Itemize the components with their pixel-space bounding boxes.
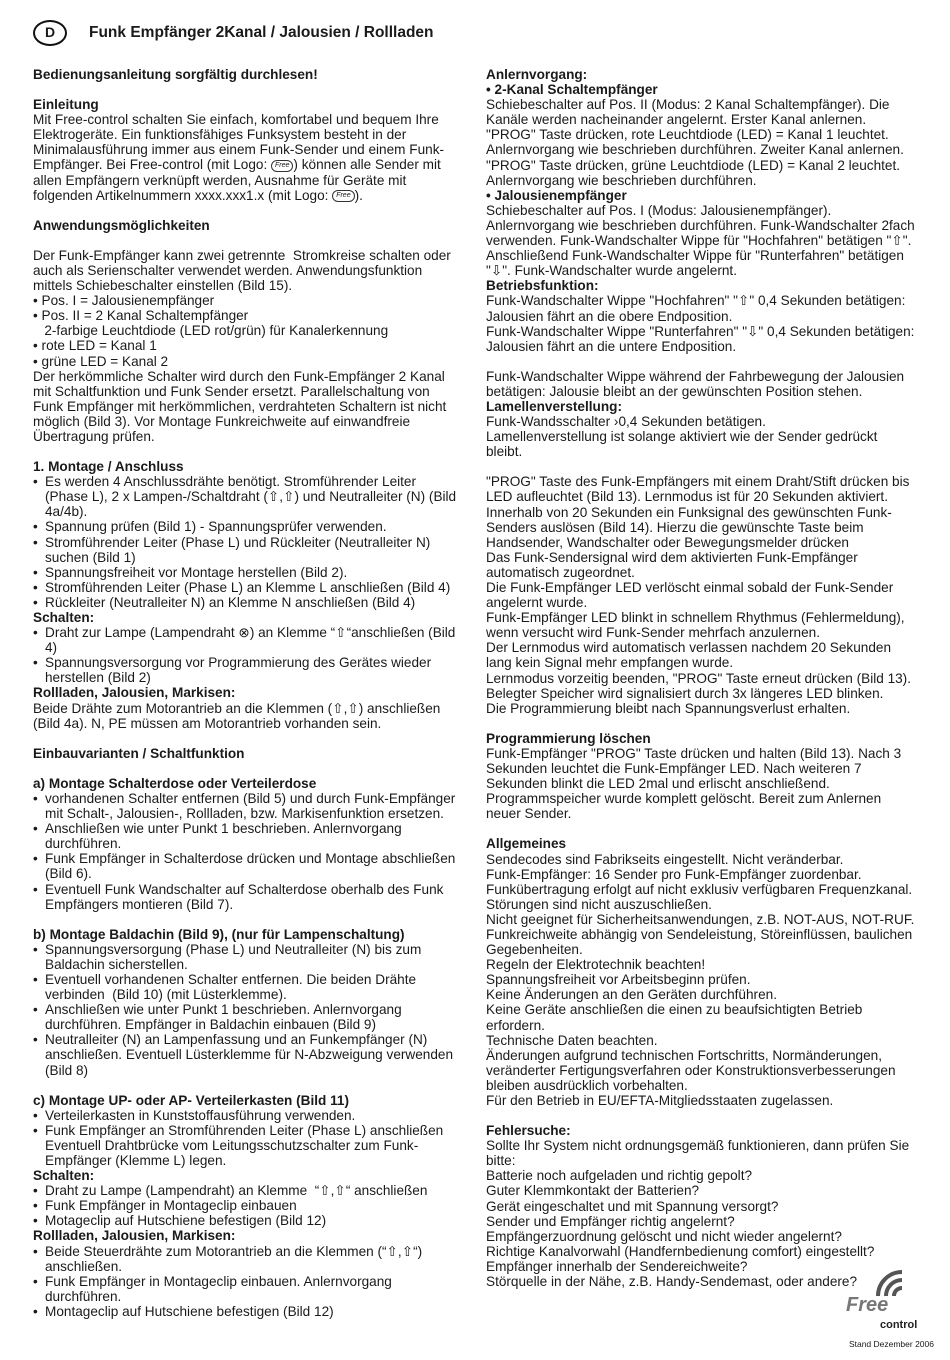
bullet-icon: •	[33, 534, 38, 550]
paragraph: "PROG" Taste des Funk-Empfängers mit einem Draht/Stift drücken bis LED aufleuchtet (Bild 13). Lernmodus ist für 20 Sekunden aktiviert. Innerhalb von 20 Sekunden ein Funksignal des gewünschten Funk-Senders auslösen (Bild 14). Hierzu die gewünschte Taste beim Handsender, Wandschalter oder Bewegungsmelder drücken Das Funk-Sendersignal wird dem aktivierten Funk-Empfänger automatisch zugeordnet. Die Funk-Empfänger LED verlöscht einmal sobald der Funk-Sender angelernt wurde. Funk-Empfänger LED blinkt in schnellem Rhythmus (Fehlermeldung), wenn versucht wird Funk-Sender mehrfach anzulernen. Der Lernmodus wird automatisch verlassen nachdem 20 Sekunden lang kein Signal mehr empfangen wurde. Lernmodus vorzeitig beenden, "PROG" Taste erneut drücken (Bild 13). Belegter Speicher wird signalisiert durch 3x längeres LED blinken. Die Programmierung bleibt nach Spannungsverlust erhalten.	[486, 474, 911, 716]
intro-paragraph	[33, 112, 461, 203]
bullet-icon: •	[33, 1032, 38, 1048]
list-item	[33, 972, 461, 1002]
list-item-text: Spannungsversorgung vor Programmierung des Gerätes wieder herstellen (Bild 2)	[45, 655, 435, 686]
subheading: Rollladen, Jalousien, Markisen:	[33, 685, 236, 701]
bullet-icon: •	[33, 579, 38, 595]
document-date: Stand Dezember 2006	[848, 1338, 934, 1349]
intro-text: ) können alle Sender mit allen Empfängern verknüpft werden, Ausnahme für Geräte mit folgenden Artikelnummern xxxx.xxx1.x (mit Logo:	[33, 157, 445, 203]
list-item-text: Eventuell Funk Wandschalter auf Schalterdose oberhalb des Funk Empfängers montieren (Bild 7).	[45, 881, 448, 912]
list-item-text: vorhandenen Schalter entfernen (Bild 5) und durch Funk-Empfänger mit Schalt-, Jalousien-, Rollladen, bzw. Markisenfunktion ersetzen.	[45, 790, 460, 822]
list-item-text: Eventuell vorhandenen Schalter entfernen. Die beiden Drähte verbinden (Bild 10) (mit Lüsterklemme).	[45, 971, 420, 1003]
bullet-icon: •	[33, 1183, 38, 1199]
list	[33, 293, 461, 368]
list-item	[33, 1032, 461, 1077]
section-heading: Allgemeines	[486, 836, 567, 852]
bullet-icon: •	[33, 971, 38, 987]
intro-text: Mit Free-control schalten Sie einfach, komfortabel und bequem Ihre Elektrogeräte. Ein funktionsfähiges Funksystem besteht in der Minimalausführung immer aus einem Funk-Sender und einem Funk-Empfänger. Bei Free-control (mit Logo:	[33, 112, 445, 173]
bullet-icon: •	[33, 1122, 38, 1138]
list	[33, 942, 461, 1078]
bullet-icon: •	[33, 564, 38, 580]
subheading: Schalten:	[33, 610, 95, 625]
language-badge: D	[33, 20, 67, 46]
list-item: • Pos. II = 2 Kanal Schaltempfänger	[33, 308, 249, 324]
list-item	[33, 1108, 461, 1123]
list-item	[33, 791, 461, 821]
page-title: Funk Empfänger 2Kanal / Jalousien / Rollladen	[89, 24, 434, 42]
list-item	[33, 1304, 461, 1319]
list-item-text: Montageclip auf Hutschiene befestigen (Bild 12)	[45, 1303, 334, 1319]
subheading: b) Montage Baldachin (Bild 9), (nur für Lampenschaltung)	[33, 926, 405, 942]
paragraph: Funk-Wandsschalter ›0,4 Sekunden betätigen. Lamellenverstellung ist solange aktiviert wie der Sender gedrückt bleibt.	[486, 414, 878, 460]
list-item	[33, 625, 461, 655]
bullet-icon: •	[33, 790, 38, 806]
bullet-icon: •	[33, 594, 38, 610]
list-item	[33, 474, 461, 519]
list-item	[33, 535, 461, 565]
list-item-text: Draht zur Lampe (Lampendraht ⊗) an Klemme “⇧“anschließen (Bild 4)	[45, 625, 460, 656]
page-header	[33, 20, 434, 46]
list-item	[33, 1274, 461, 1304]
subheading: Betriebsfunktion:	[486, 278, 599, 294]
subheading: • 2-Kanal Schaltempfänger	[486, 82, 658, 98]
free-control-logo	[844, 1266, 924, 1336]
paragraph: Sollte Ihr System nicht ordnungsgemäß funktionieren, dann prüfen Sie bitte: Batterie noch aufgeladen und richtig gepolt? Guter Klemmkontakt der Batterien? Gerät eingeschaltet und mit Spannung versorgt? Sender und Empfänger richtig angelernt? Empfängerzuordnung gelöscht und nicht wieder angelernt? Richtige Kanalvorwahl (Handfernbedienung comfort) eingestellt? Empfänger innerhalb der Sendereichweite? Störquelle in der Nähe, z.B. Handy-Sendemast, oder andere?	[486, 1138, 910, 1290]
list-item-text: Anschließen wie unter Punkt 1 beschrieben. Anlernvorgang durchführen.	[45, 821, 406, 852]
list-item-text: Neutralleiter (N) an Lampenfassung und an Funkempfänger (N) anschließen. Eventuell Lüsterklemme für N-Abzweigung verwenden (Bild 8)	[45, 1032, 457, 1078]
list-item-text: Rückleiter (Neutralleiter N) an Klemme N anschließen (Bild 4)	[45, 594, 416, 610]
list	[33, 625, 461, 685]
brand-word: Free	[846, 1294, 889, 1316]
list-item	[33, 851, 461, 881]
paragraph: Funk-Wandschalter Wippe während der Fahrbewegung der Jalousien betätigen: Jalousie bleibt an der gewünschten Position stehen.	[486, 368, 908, 399]
list	[33, 791, 461, 912]
section-heading: 1. Montage / Anschluss	[33, 459, 184, 475]
paragraph: Funk-Wandschalter Wippe "Hochfahren" "⇧" 0,4 Sekunden betätigen: Jalousien fährt an die obere Endposition. Funk-Wandschalter Wippe "Runterfahren" "⇩" 0,4 Sekunden betätigen: Jalousien fährt an die untere Endposition.	[486, 293, 915, 354]
subheading: a) Montage Schalterdose oder Verteilerdose	[33, 775, 317, 791]
bullet-icon: •	[33, 625, 38, 641]
bullet-icon: •	[33, 1002, 38, 1018]
bullet-icon: •	[33, 1273, 38, 1289]
bullet-icon: •	[33, 881, 38, 897]
paragraph: Funk-Empfänger "PROG" Taste drücken und halten (Bild 13). Nach 3 Sekunden leuchtet die Funk-Empfänger LED. Nach weiteren 7 Sekunden blinkt die LED 2mal und erlischt anschließend. Programmspeicher wurde komplett gelöscht. Bereit zum Anlernen neuer Sender.	[486, 745, 905, 822]
subheading: Rollladen, Jalousien, Markisen:	[33, 1228, 236, 1244]
list-item-text: Draht zu Lampe (Lampendraht) an Klemme “⇧,⇧“ anschließen	[45, 1183, 428, 1199]
paragraph: Beide Drähte zum Motorantrieb an die Klemmen (⇧,⇧) anschließen (Bild 4a). N, PE müssen am Motorantrieb vorhanden sein.	[33, 700, 445, 731]
section-heading: Fehlersuche:	[486, 1123, 571, 1139]
bullet-icon: •	[33, 655, 38, 671]
right-column	[486, 67, 919, 1290]
list-item: • Pos. I = Jalousienempfänger	[33, 293, 215, 309]
paragraph: Sendecodes sind Fabrikseits eingestellt. Nicht veränderbar. Funk-Empfänger: 16 Sender pro Funk-Empfänger zuordenbar. Funkübertragung erfolgt auf nicht exklusiv verfügbaren Frequenzkanal. Störungen sind nicht auszuschließen. Nicht geeignet für Sicherheitsanwendungen, z.B. NOT-AUS, NOT-RUF. Funkreichweite abhängig von Sendeleistung, Störeinflüssen, baulichen Gegebenheiten. Regeln der Elektrotechnik beachten! Spannungsfreiheit vor Arbeitsbeginn prüfen. Keine Änderungen an den Geräten durchführen. Keine Geräte anschließen die einen zu beaufsichtigten Betrieb erfordern. Technische Daten beachten. Änderungen aufgrund technischen Fortschritts, Normänderungen, veränderter Fertigungsverfahren oder Konstruktionsverbesserungen bleiben ausdrücklich vorbehalten. Für den Betrieb in EU/EFTA-Mitgliedsstaaten zugelassen.	[486, 851, 915, 1108]
bullet-icon: •	[33, 941, 38, 957]
list-item-text: Es werden 4 Anschlussdrähte benötigt. Stromführender Leiter (Phase L), 2 x Lampen-/Schaltdraht (⇧,⇧) und Neutralleiter (N) (Bild 4a/4b).	[45, 474, 460, 520]
list	[33, 1183, 461, 1228]
list-item-text: Funk Empfänger in Montageclip einbauen	[45, 1198, 297, 1214]
list	[33, 474, 461, 610]
list-item	[33, 595, 461, 610]
free-control-logo-icon: Free	[332, 190, 354, 202]
list-item	[33, 942, 461, 972]
list-item-text: Funk Empfänger in Schalterdose drücken und Montage abschließen (Bild 6).	[45, 851, 460, 882]
subheading: c) Montage UP- oder AP- Verteilerkasten (Bild 11)	[33, 1092, 350, 1108]
section-heading: Anwendungsmöglichkeiten	[33, 217, 210, 233]
list-item	[33, 1244, 461, 1274]
section-heading: Anlernvorgang:	[486, 67, 588, 82]
list-item	[33, 1198, 461, 1213]
bullet-icon: •	[33, 474, 38, 490]
list-item	[33, 1002, 461, 1032]
list-item-text: Spannung prüfen (Bild 1) - Spannungsprüfer verwenden.	[45, 519, 387, 535]
brand-sub: control	[880, 1319, 918, 1331]
bullet-icon: •	[33, 821, 38, 837]
subheading: Lamellenverstellung:	[486, 398, 622, 414]
free-logo-icon: Free	[271, 160, 293, 172]
list-item	[33, 1123, 461, 1168]
list-item	[33, 519, 461, 534]
list-item-text: Spannungsfreiheit vor Montage herstellen (Bild 2).	[45, 564, 348, 580]
bullet-icon: •	[33, 851, 38, 867]
bullet-icon: •	[33, 1198, 38, 1214]
list-item-text: Funk Empfänger an Stromführenden Leiter (Phase L) anschließen Eventuell Drahtbrücke vom Leitungsschutzschalter zum Funk-Empfänger (Klemme L) legen.	[45, 1122, 447, 1168]
intro-text: ).	[354, 187, 363, 203]
list-item: • rote LED = Kanal 1	[33, 338, 157, 354]
subheading: Schalten:	[33, 1168, 95, 1184]
list	[33, 1244, 461, 1319]
list-item	[33, 821, 461, 851]
bullet-icon: •	[33, 1107, 38, 1123]
list-item-text: Beide Steuerdrähte zum Motorantrieb an die Klemmen (“⇧,⇧“) anschließen.	[45, 1243, 426, 1274]
lead-text: Bedienungsanleitung sorgfältig durchlesen!	[33, 67, 318, 82]
list-item-text: Stromführenden Leiter (Phase L) an Klemme L anschließen (Bild 4)	[45, 579, 451, 595]
paragraph: Schiebeschalter auf Pos. I (Modus: Jalousienempfänger). Anlernvorgang wie beschrieben durchführen. Funk-Wandschalter 2fach verwenden. Funk-Wandschalter Wippe für "Hochfahren" betätigen "⇧". Anschließend Funk-Wandschalter Wippe für "Runterfahren" betätigen "⇩". Funk-Wandschalter wurde angelernt.	[486, 202, 919, 279]
list-item-text: Stromführender Leiter (Phase L) und Rückleiter (Neutralleiter N) suchen (Bild 1)	[45, 534, 435, 565]
section-heading: Programmierung löschen	[486, 730, 651, 746]
bullet-icon: •	[33, 1213, 38, 1229]
list-item: 2-farbige Leuchtdiode (LED rot/grün) für Kanalerkennung	[33, 323, 389, 339]
paragraph: Schiebeschalter auf Pos. II (Modus: 2 Kanal Schaltempfänger). Die Kanäle werden nacheinander angelernt. Erster Kanal anlernen. "PROG" Taste drücken, rote Leuchtdiode (LED) = Kanal 1 leuchtet. Anlernvorgang wie beschrieben durchführen. Zweiter Kanal anlernen. "PROG" Taste drücken, grüne Leuchtdiode (LED) = Kanal 2 leuchtet. Anlernvorgang wie beschrieben durchführen.	[486, 97, 908, 188]
list-item	[33, 580, 461, 595]
section-heading: Einbauvarianten / Schaltfunktion	[33, 745, 245, 761]
paragraph: Der Funk-Empfänger kann zwei getrennte Stromkreise schalten oder auch als Serienschalter verwendet werden. Anwendungsfunktion mittels Schiebeschalter einstellen (Bild 15).	[33, 247, 455, 294]
list-item-text: Motageclip auf Hutschiene befestigen (Bild 12)	[45, 1213, 327, 1229]
list	[33, 1108, 461, 1168]
list-item-text: Funk Empfänger in Montageclip einbauen. Anlernvorgang durchführen.	[45, 1273, 396, 1304]
list-item-text: Spannungsversorgung (Phase L) und Neutralleiter (N) bis zum Baldachin sicherstellen.	[45, 941, 426, 972]
list-item-text: Verteilerkasten in Kunststoffausführung verwenden.	[45, 1107, 356, 1123]
left-column	[33, 67, 461, 1319]
list-item	[33, 1183, 461, 1198]
list-item	[33, 882, 461, 912]
bullet-icon: •	[33, 519, 38, 535]
list-item	[33, 655, 461, 685]
list-item: • grüne LED = Kanal 2	[33, 353, 169, 369]
list-item	[33, 1213, 461, 1228]
paragraph: Der herkömmliche Schalter wird durch den Funk-Empfänger 2 Kanal mit Schaltfunktion und Funk Sender ersetzt. Parallelschaltung von Funk Empfänger mit herkömmlichen, verdrahteten Schaltern ist nicht möglich (Bild 3). Vor Montage Funkreichweite auf einwandfreie Übertragung prüfen.	[33, 368, 451, 444]
subheading: • Jalousienempfänger	[486, 187, 627, 203]
section-heading: Einleitung	[33, 97, 99, 113]
list-item	[33, 565, 461, 580]
bullet-icon: •	[33, 1303, 38, 1319]
bullet-icon: •	[33, 1243, 38, 1259]
list-item-text: Anschließen wie unter Punkt 1 beschrieben. Anlernvorgang durchführen. Empfänger in Baldachin einbauen (Bild 9)	[45, 1002, 406, 1033]
